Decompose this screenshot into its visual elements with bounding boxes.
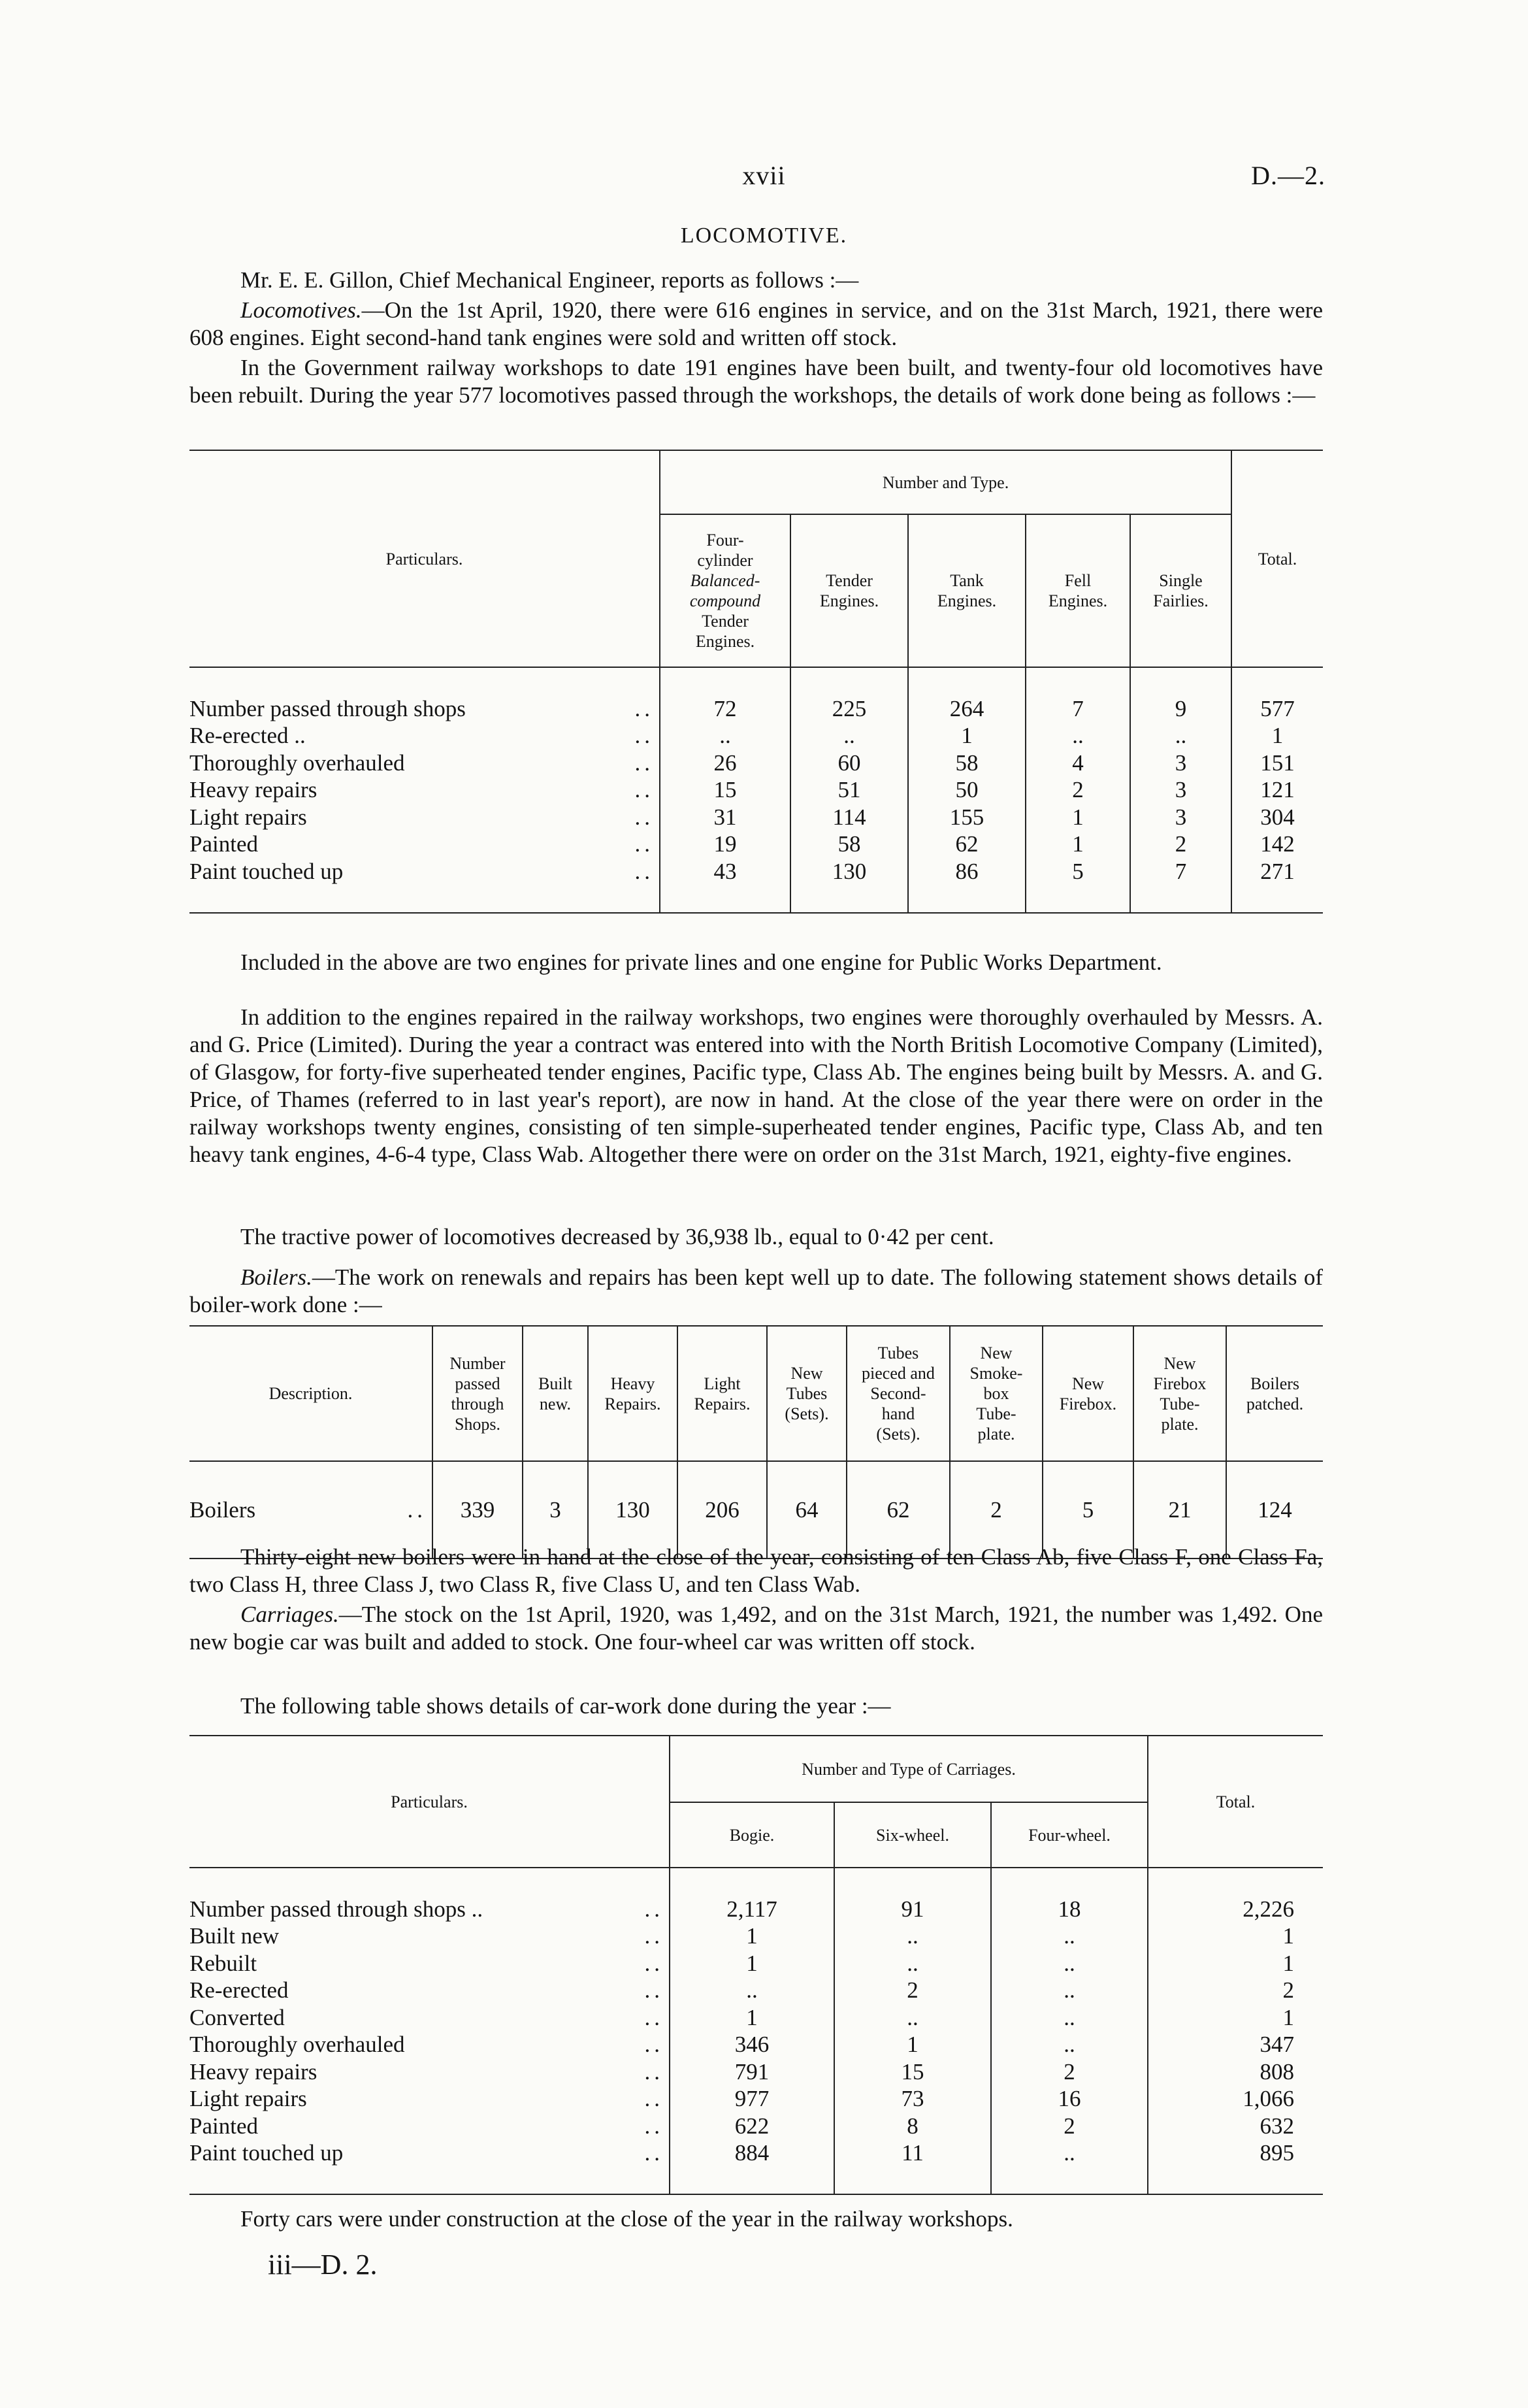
cell-value: 3 xyxy=(1130,776,1231,804)
cell-value: 206 xyxy=(677,1489,767,1531)
bogie-header: Bogie. xyxy=(670,1802,834,1868)
cell-value: 1 xyxy=(1026,804,1130,831)
row-total: 895 xyxy=(1148,2139,1323,2167)
cell-value: 2 xyxy=(1130,831,1231,858)
cell-value: 62 xyxy=(908,831,1026,858)
workshops-paragraph: In the Government railway workshops to date 191 engines have been built, and twenty-four old locomotives have been rebuilt. During the year 577 locomotives passed through the workshops, the details of work done being as follows :— xyxy=(189,355,1323,408)
cell-value: 86 xyxy=(908,858,1026,885)
cell-value: 72 xyxy=(660,695,790,723)
row-label: Thoroughly overhauled .. xyxy=(189,750,654,776)
cell-value: 15 xyxy=(660,776,790,804)
table-row xyxy=(189,776,1323,804)
cell-value: 50 xyxy=(908,776,1026,804)
row-label: Number passed through shops .. xyxy=(189,695,654,721)
cell-value: 1 xyxy=(670,2004,834,2032)
boiler-column-header: Light Repairs. xyxy=(677,1326,767,1461)
row-label: Number passed through shops .. .. xyxy=(189,1896,664,1922)
row-total: 577 xyxy=(1231,695,1323,723)
leader-dots: .. xyxy=(407,1496,427,1523)
leader-dots: .. xyxy=(634,777,654,802)
boiler-column-header: Tubes pieced and Second- hand (Sets). xyxy=(847,1326,950,1461)
row-total: 271 xyxy=(1231,858,1323,885)
leader-dots: .. xyxy=(644,2140,664,2166)
table-row xyxy=(189,2085,1323,2113)
row-total: 632 xyxy=(1148,2113,1323,2140)
table-row xyxy=(189,750,1323,777)
leader-dots: .. xyxy=(644,1977,664,2003)
boiler-column-header: New Tubes (Sets). xyxy=(767,1326,847,1461)
cell-value: 2 xyxy=(834,1977,991,2004)
leader-dots: .. xyxy=(644,2004,664,2030)
row-label: Painted .. xyxy=(189,831,654,857)
leader-dots: .. xyxy=(644,1923,664,1949)
row-label: Re-erected .. xyxy=(189,1977,664,2003)
number-type-header: Number and Type. xyxy=(660,450,1231,514)
cell-value: 884 xyxy=(670,2139,834,2167)
leader-dots: .. xyxy=(644,2113,664,2139)
row-label: Converted .. xyxy=(189,2004,664,2030)
table-row xyxy=(189,1950,1323,1977)
table-row xyxy=(189,1977,1323,2004)
row-total: 808 xyxy=(1148,2058,1323,2086)
leader-dots: .. xyxy=(644,1896,664,1922)
leader-dots: .. xyxy=(634,723,654,748)
cell-value: 31 xyxy=(660,804,790,831)
row-total: 1 xyxy=(1148,1950,1323,1977)
cell-value: 16 xyxy=(991,2085,1148,2113)
single-fairlies-header: Single Fairlies. xyxy=(1130,514,1231,667)
cell-value: 5 xyxy=(1043,1489,1133,1531)
cell-value: 339 xyxy=(432,1489,523,1531)
cell-value: 58 xyxy=(908,750,1026,777)
cell-value: 225 xyxy=(790,695,908,723)
row-total: 151 xyxy=(1231,750,1323,777)
cell-value: 26 xyxy=(660,750,790,777)
row-total: 142 xyxy=(1231,831,1323,858)
cell-value: 58 xyxy=(790,831,908,858)
cell-value: 51 xyxy=(790,776,908,804)
tractive-power-paragraph: The tractive power of locomotives decreased by 36,938 lb., equal to 0·42 per cent. xyxy=(240,1224,994,1249)
table-row xyxy=(189,722,1323,750)
carriages-paragraph: Carriages.—The stock on the 1st April, 1920, was 1,492, and on the 31st March, 1921, the number was 1,492. One new bogie car was built and added to stock. One four-wheel car was written off stock. xyxy=(189,1602,1323,1655)
leader-dots: .. xyxy=(634,695,654,721)
cell-value: 8 xyxy=(834,2113,991,2140)
boiler-column-header: Built new. xyxy=(523,1326,588,1461)
cell-value: 7 xyxy=(1130,858,1231,885)
row-total: 2 xyxy=(1148,1977,1323,2004)
cell-value: 2 xyxy=(1026,776,1130,804)
row-total: 1 xyxy=(1148,2004,1323,2032)
cell-value: .. xyxy=(991,1922,1148,1950)
cell-value: .. xyxy=(834,1922,991,1950)
table-row xyxy=(189,2139,1323,2167)
carriage-type-header: Number and Type of Carriages. xyxy=(670,1736,1148,1802)
boiler-column-header: Heavy Repairs. xyxy=(588,1326,677,1461)
cell-value: 21 xyxy=(1133,1489,1226,1531)
cell-value: 130 xyxy=(790,858,908,885)
row-label: Paint touched up .. xyxy=(189,858,654,884)
cell-value: 73 xyxy=(834,2085,991,2113)
row-total: 1,066 xyxy=(1148,2085,1323,2113)
cell-value: 19 xyxy=(660,831,790,858)
cell-value: 1 xyxy=(670,1950,834,1977)
boiler-work-table xyxy=(189,1325,1323,1559)
cell-value: 1 xyxy=(670,1922,834,1950)
car-work-intro: The following table shows details of car-work done during the year :— xyxy=(240,1693,891,1719)
cell-value: .. xyxy=(1026,722,1130,750)
cell-value: 114 xyxy=(790,804,908,831)
boiler-column-header: Number passed through Shops. xyxy=(432,1326,523,1461)
row-total: 121 xyxy=(1231,776,1323,804)
row-total: 347 xyxy=(1148,2031,1323,2058)
document-reference: D.—2. xyxy=(1251,161,1325,190)
cell-value: .. xyxy=(834,2004,991,2032)
total-header: Total. xyxy=(1231,450,1323,667)
table-row xyxy=(189,2004,1323,2032)
row-label: Re-erected .. .. xyxy=(189,723,654,748)
fell-engines-header: Fell Engines. xyxy=(1026,514,1130,667)
table-row xyxy=(189,1922,1323,1950)
cell-value: 977 xyxy=(670,2085,834,2113)
cell-value: 2 xyxy=(991,2113,1148,2140)
cell-value: 2 xyxy=(991,2058,1148,2086)
boiler-column-header: New Firebox. xyxy=(1043,1326,1133,1461)
boiler-column-header: New Firebox Tube- plate. xyxy=(1133,1326,1226,1461)
cell-value: 124 xyxy=(1226,1489,1323,1531)
cell-value: 4 xyxy=(1026,750,1130,777)
row-total: 2,226 xyxy=(1148,1896,1323,1923)
cell-value: 346 xyxy=(670,2031,834,2058)
cell-value: 64 xyxy=(767,1489,847,1531)
row-label: Paint touched up .. xyxy=(189,2140,664,2166)
cell-value: 9 xyxy=(1130,695,1231,723)
cell-value: .. xyxy=(1130,722,1231,750)
leader-dots: .. xyxy=(634,858,654,884)
row-label: Painted .. xyxy=(189,2113,664,2139)
balanced-compound-header: Four- cylinder Balanced- compound Tender Engines. xyxy=(660,514,790,667)
row-label: Thoroughly overhauled .. xyxy=(189,2032,664,2057)
cell-value: 2,117 xyxy=(670,1896,834,1923)
leader-dots: .. xyxy=(644,2032,664,2057)
cell-value: 3 xyxy=(1130,804,1231,831)
cell-value: 2 xyxy=(950,1489,1043,1531)
new-boilers-paragraph: Thirty-eight new boilers were in hand at the close of the year, consisting of ten Class Ab, five Class F, one Class Fa, two Class H, three Class J, two Class R, five Class U, and ten Class Wab. xyxy=(189,1544,1323,1597)
section-title: LOCOMOTIVE. xyxy=(680,223,848,248)
leader-dots: .. xyxy=(644,2086,664,2111)
table-row xyxy=(189,1489,1323,1531)
cell-value: 5 xyxy=(1026,858,1130,885)
cell-value: 130 xyxy=(588,1489,677,1531)
carriage-work-table xyxy=(189,1735,1323,2195)
cell-value: .. xyxy=(660,722,790,750)
table-row xyxy=(189,1896,1323,1923)
contracts-paragraph: In addition to the engines repaired in the railway workshops, two engines were thoroughly overhauled by Messrs. A. and G. Price (Limited). During the year a contract was entered into with the North British Locomotive Company (Limited), of Glasgow, for forty-five superheated tender engines, Pacific type, Class Ab. The engines being built by Messrs. A. and G. Price, of Thames (referred to in last year's report), are now in hand. At the close of the year there were on order in the railway workshops twenty engines, consisting of ten simple-superheated tender engines, Pacific type, Class Ab, and ten heavy tank engines, 4-6-4 type, Class Wab. Altogether there were on order on the 31st March, 1921, eighty-five engines. xyxy=(189,1004,1323,1167)
cell-value: .. xyxy=(991,1950,1148,1977)
cell-value: .. xyxy=(991,2031,1148,2058)
table-row xyxy=(189,2031,1323,2058)
closing-paragraph: Forty cars were under construction at the close of the year in the railway workshops. xyxy=(240,2206,1013,2232)
tender-engines-header: Tender Engines. xyxy=(790,514,908,667)
total-header: Total. xyxy=(1148,1736,1323,1868)
cell-value: .. xyxy=(790,722,908,750)
row-label: Light repairs .. xyxy=(189,804,654,830)
row-label: Heavy repairs .. xyxy=(189,2058,664,2085)
cell-value: 622 xyxy=(670,2113,834,2140)
cell-value: 3 xyxy=(523,1489,588,1531)
cell-value: 155 xyxy=(908,804,1026,831)
cell-value: .. xyxy=(670,1977,834,2004)
particulars-header: Particulars. xyxy=(385,549,463,569)
boiler-column-header: New Smoke- box Tube- plate. xyxy=(950,1326,1043,1461)
table-row xyxy=(189,804,1323,831)
four-wheel-header: Four-wheel. xyxy=(991,1802,1148,1868)
leader-dots: .. xyxy=(634,831,654,857)
boilers-paragraph: Boilers.—The work on renewals and repairs has been kept well up to date. The following statement shows details of boiler-work done :— xyxy=(189,1264,1323,1317)
cell-value: 1 xyxy=(908,722,1026,750)
cell-value: .. xyxy=(991,2004,1148,2032)
row-total: 1 xyxy=(1148,1922,1323,1950)
locomotives-paragraph: Locomotives.—On the 1st April, 1920, there were 616 engines in service, and on the 31st March, 1921, there were 608 engines. Eight second-hand tank engines were sold and written off stock. xyxy=(189,297,1323,350)
cell-value: 1 xyxy=(834,2031,991,2058)
boilers-heading: Boilers. xyxy=(240,1264,312,1290)
table-row xyxy=(189,2058,1323,2086)
six-wheel-header: Six-wheel. xyxy=(834,1802,991,1868)
row-label: Light repairs .. xyxy=(189,2086,664,2111)
cell-value: 264 xyxy=(908,695,1026,723)
cell-value: .. xyxy=(991,1977,1148,2004)
row-label: Rebuilt .. xyxy=(189,1950,664,1976)
cell-value: 11 xyxy=(834,2139,991,2167)
leader-dots: .. xyxy=(634,804,654,830)
locomotive-work-table xyxy=(189,450,1323,914)
row-total: 1 xyxy=(1231,722,1323,750)
intro-paragraph: Mr. E. E. Gillon, Chief Mechanical Engineer, reports as follows :— xyxy=(240,267,859,293)
leader-dots: .. xyxy=(644,2058,664,2085)
table-row xyxy=(189,858,1323,885)
cell-value: 91 xyxy=(834,1896,991,1923)
table-row xyxy=(189,695,1323,723)
page-number: xvii xyxy=(742,161,786,190)
boiler-column-header: Boilers patched. xyxy=(1226,1326,1323,1461)
cell-value: 18 xyxy=(991,1896,1148,1923)
cell-value: 791 xyxy=(670,2058,834,2086)
boiler-column-header: Description. xyxy=(268,1384,353,1403)
cell-value: 60 xyxy=(790,750,908,777)
table-row xyxy=(189,831,1323,858)
cell-value: 3 xyxy=(1130,750,1231,777)
leader-dots: .. xyxy=(634,750,654,776)
leader-dots: .. xyxy=(644,1950,664,1976)
locomotives-heading: Locomotives. xyxy=(240,297,362,323)
table-row xyxy=(189,2113,1323,2140)
tank-engines-header: Tank Engines. xyxy=(908,514,1026,667)
row-label: Built new .. xyxy=(189,1923,664,1949)
cell-value: 43 xyxy=(660,858,790,885)
row-total: 304 xyxy=(1231,804,1323,831)
cell-value: .. xyxy=(834,1950,991,1977)
private-lines-paragraph: Included in the above are two engines for private lines and one engine for Public Works Department. xyxy=(240,949,1162,975)
cell-value: 7 xyxy=(1026,695,1130,723)
cell-value: .. xyxy=(991,2139,1148,2167)
cell-value: 15 xyxy=(834,2058,991,2086)
carriages-heading: Carriages. xyxy=(240,1602,339,1627)
row-label: Heavy repairs .. xyxy=(189,777,654,802)
cell-value: 62 xyxy=(847,1489,950,1531)
row-label: Boilers .. xyxy=(189,1496,427,1523)
particulars-header: Particulars. xyxy=(391,1792,468,1811)
cell-value: 1 xyxy=(1026,831,1130,858)
printer-mark: iii—D. 2. xyxy=(268,2249,378,2281)
